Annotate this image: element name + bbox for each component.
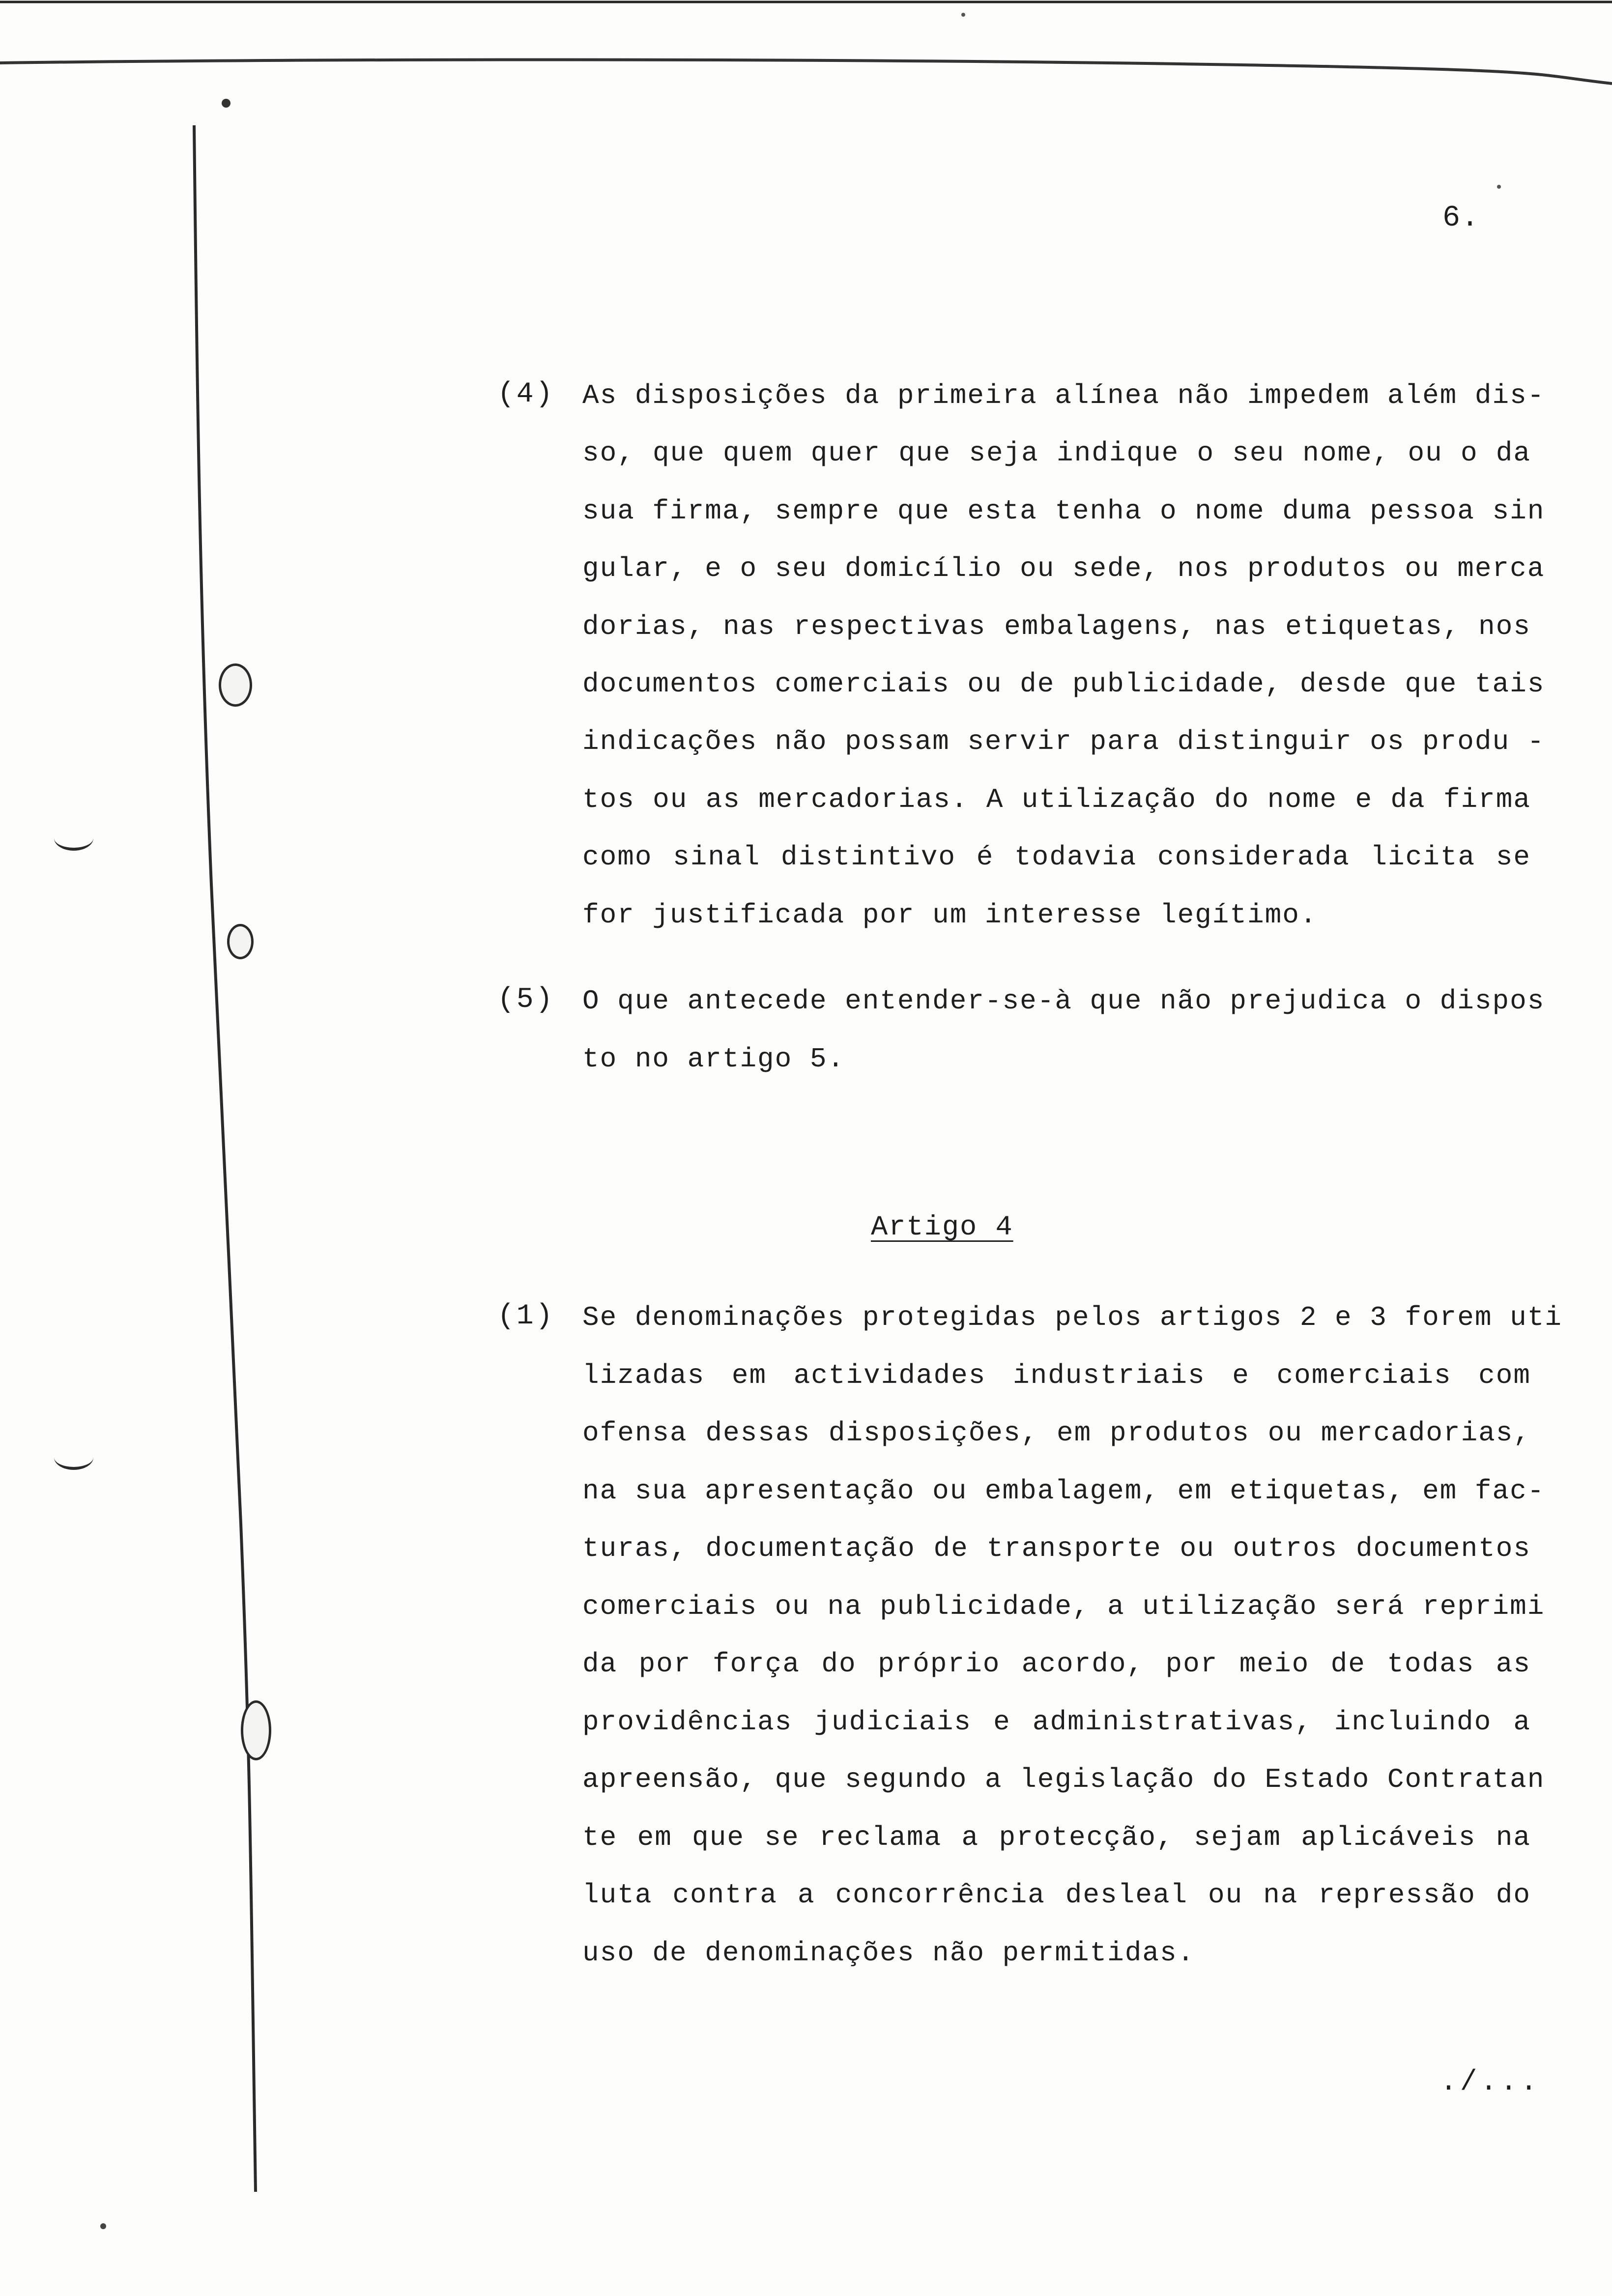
paragraph-1-line: apreensão, que segundo a legislação do Estado Contratan — [582, 1764, 1545, 1795]
paragraph-4-line: sua firma, sempre que esta tenha o nome duma pessoa sin — [582, 495, 1545, 527]
binding-mark-1 — [54, 826, 93, 851]
paragraph-1-line: te em que se reclama a protecção, sejam aplicáveis na — [582, 1822, 1531, 1853]
paragraph-1-line: uso de denominações não permitidas. — [582, 1937, 1195, 1969]
paragraph-4-line: for justificada por um interesse legítimo. — [582, 899, 1318, 931]
article-heading: Artigo 4 — [871, 1212, 1013, 1243]
paragraph-4-line: indicações não possam servir para distinguir os produ - — [582, 726, 1545, 757]
paragraph-5-line: O que antecede entender-se-à que não prejudica o dispos — [582, 985, 1545, 1017]
paragraph-4-line: tos ou as mercadorias. A utilização do nome e da firma — [582, 784, 1531, 815]
punch-hole-3 — [241, 1700, 271, 1760]
paragraph-1-line: comerciais ou na publicidade, a utilização será reprimi — [582, 1591, 1545, 1622]
paragraph-4-line: so, que quem quer que seja indique o seu nome, ou o da — [582, 437, 1531, 469]
paragraph-4-line: gular, e o seu domicílio ou sede, nos produtos ou merca — [582, 553, 1545, 584]
punch-hole-2 — [227, 924, 254, 959]
paragraph-5-number: (5) — [497, 984, 555, 1016]
paragraph-1-line: lizadas em actividades industriais e comerciais com — [582, 1360, 1531, 1391]
paragraph-4-line: dorias, nas respectivas embalagens, nas etiquetas, nos — [582, 611, 1531, 642]
paragraph-1-line: ofensa dessas disposições, em produtos ou mercadorias, — [582, 1417, 1531, 1449]
paragraph-4-line: As disposições da primeira alínea não impedem além dis- — [582, 380, 1545, 411]
paragraph-1-number: (1) — [497, 1300, 555, 1332]
continuation-mark: ./... — [1440, 2066, 1541, 2098]
paragraph-4-line: como sinal distintivo é todavia considerada licita se — [582, 841, 1531, 873]
binding-mark-2 — [54, 1445, 93, 1470]
paragraph-1-line: luta contra a concorrência desleal ou na repressão do — [582, 1879, 1531, 1911]
paragraph-1-line: providências judiciais e administrativas, incluindo a — [582, 1706, 1531, 1738]
paragraph-1-line: turas, documentação de transporte ou outros documentos — [582, 1533, 1531, 1564]
paragraph-4-line: documentos comerciais ou de publicidade, desde que tais — [582, 668, 1545, 700]
punch-hole-1 — [219, 663, 252, 707]
paragraph-5-line: to no artigo 5. — [582, 1043, 845, 1075]
paragraph-1-line: Se denominações protegidas pelos artigos 2 e 3 forem uti — [582, 1302, 1562, 1333]
page-number: 6. — [1442, 201, 1480, 235]
paragraph-1-line: na sua apresentação ou embalagem, em etiquetas, em fac- — [582, 1475, 1545, 1507]
paragraph-1-line: da por força do próprio acordo, por meio de todas as — [582, 1648, 1531, 1680]
paragraph-4-number: (4) — [497, 378, 555, 410]
